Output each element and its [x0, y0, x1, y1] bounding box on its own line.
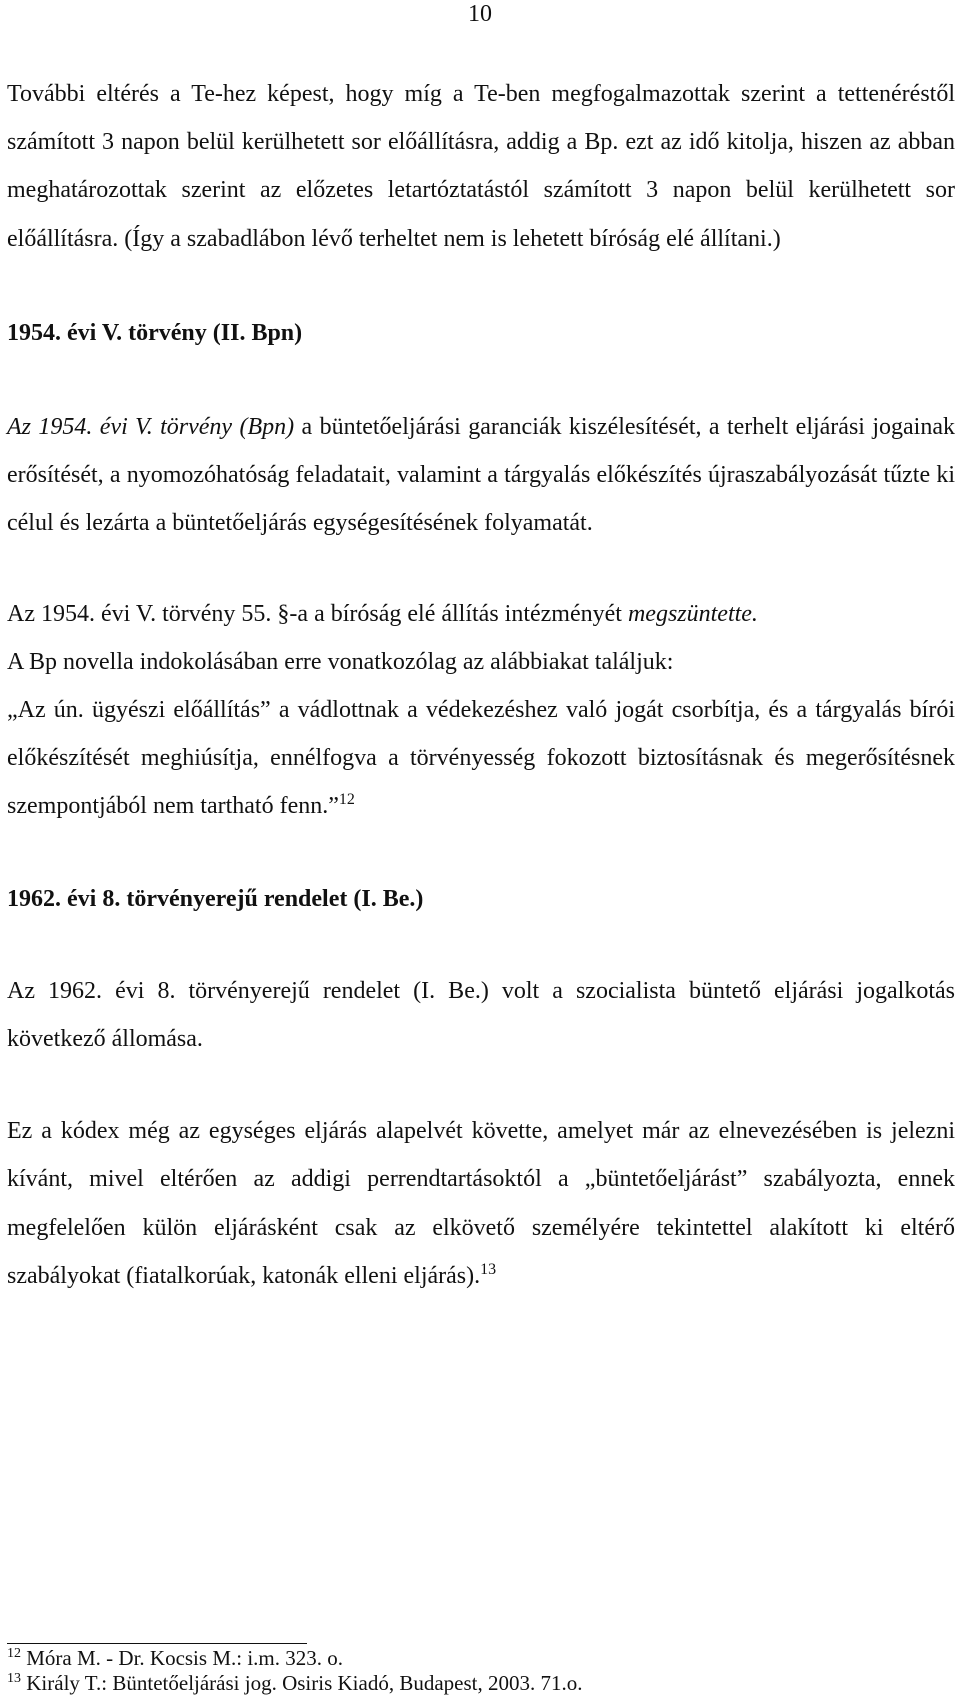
footnote-text: Király T.: Büntetőeljárási jog. Osiris Kiadó, Budapest, 2003. 71.o. — [26, 1671, 583, 1695]
paragraph-novella-intro: A Bp novella indokolásában erre vonatkozólag az alábbiakat találjuk: — [7, 648, 674, 675]
section-55-text: Az 1954. évi V. törvény 55. §-a a bíróság elé állítás intézményét — [7, 600, 628, 627]
document-body — [7, 70, 955, 1300]
footnote-ref-13[interactable]: 13 — [480, 1260, 497, 1278]
footnote-ref-12[interactable]: 12 — [338, 791, 355, 809]
quote-text: „Az ún. ügyészi előállítás” a vádlottnak a védekezéshez való jogát csorbítja, és a tárgyalás bírói előkészítését meghiúsítja, ennélfogva a törvényesség fokozott biztosításnak és megerősítésnek szempontjából nem tartható fenn.” — [7, 697, 955, 820]
paragraph-1962: Az 1962. évi 8. törvényerejű rendelet (I. Be.) volt a szocialista büntető eljárási jogalkotás következő állomása. — [7, 977, 955, 1053]
footnote-number: 13 — [7, 1671, 21, 1686]
footnotes — [7, 1646, 955, 1696]
heading-1962-decree: 1962. évi 8. törvényerejű rendelet (I. Be.) — [7, 885, 424, 912]
paragraph-bpn — [7, 403, 955, 548]
paragraph-quote — [7, 686, 955, 831]
heading-1954-law: 1954. évi V. törvény (II. Bpn) — [7, 319, 303, 346]
paragraph-te-comparison: További eltérés a Te-hez képest, hogy míg a Te-ben megfogalmazottak szerint a tettenéréstől számított 3 napon belül kerülhetett sor előállításra, addig a Bp. ezt az idő kitolja, hiszen az abban meghatározottak szerint az előzetes letartóztatástól számított 3 napon belül kerülhetett sor előállításra. (Így a szabadlábon lévő terheltet nem is lehetett bíróság elé állítani.) — [7, 81, 955, 252]
bpn-body-text: a büntetőeljárási garanciák kiszélesítését, a terhelt eljárási jogainak erősítését, a nyomozóhatóság feladatait, valamint a tárgyalás előkészítés újraszabályozását tűzte ki célul és lezárta a büntetőeljárás egységesítésének folyamatát. — [7, 414, 955, 537]
paragraph-55-section — [7, 590, 955, 638]
section-55-italic: megszüntette. — [627, 600, 758, 627]
paragraph-codex — [7, 1107, 955, 1300]
page-number: 10 — [468, 1, 492, 27]
footnote-number: 12 — [7, 1646, 21, 1661]
bpn-italic-intro: Az 1954. évi V. törvény (Bpn) — [7, 414, 295, 441]
footnote-separator — [7, 1643, 307, 1644]
footnote-text: Móra M. - Dr. Kocsis M.: i.m. 323. o. — [26, 1646, 343, 1670]
footnote-12 — [7, 1646, 955, 1671]
codex-text: Ez a kódex még az egységes eljárás alapelvét követte, amelyet már az elnevezésében is jelezni kívánt, mivel eltérően az addigi perrendtartásoktól a „büntetőeljárást” szabályozta, ennek megfelelően külön eljárásként csak az elkövető személyére tekintettel alakított ki eltérő szabályokat (fiatalkorúak, katonák elleni eljárás). — [7, 1118, 955, 1289]
footnote-13 — [7, 1671, 955, 1696]
